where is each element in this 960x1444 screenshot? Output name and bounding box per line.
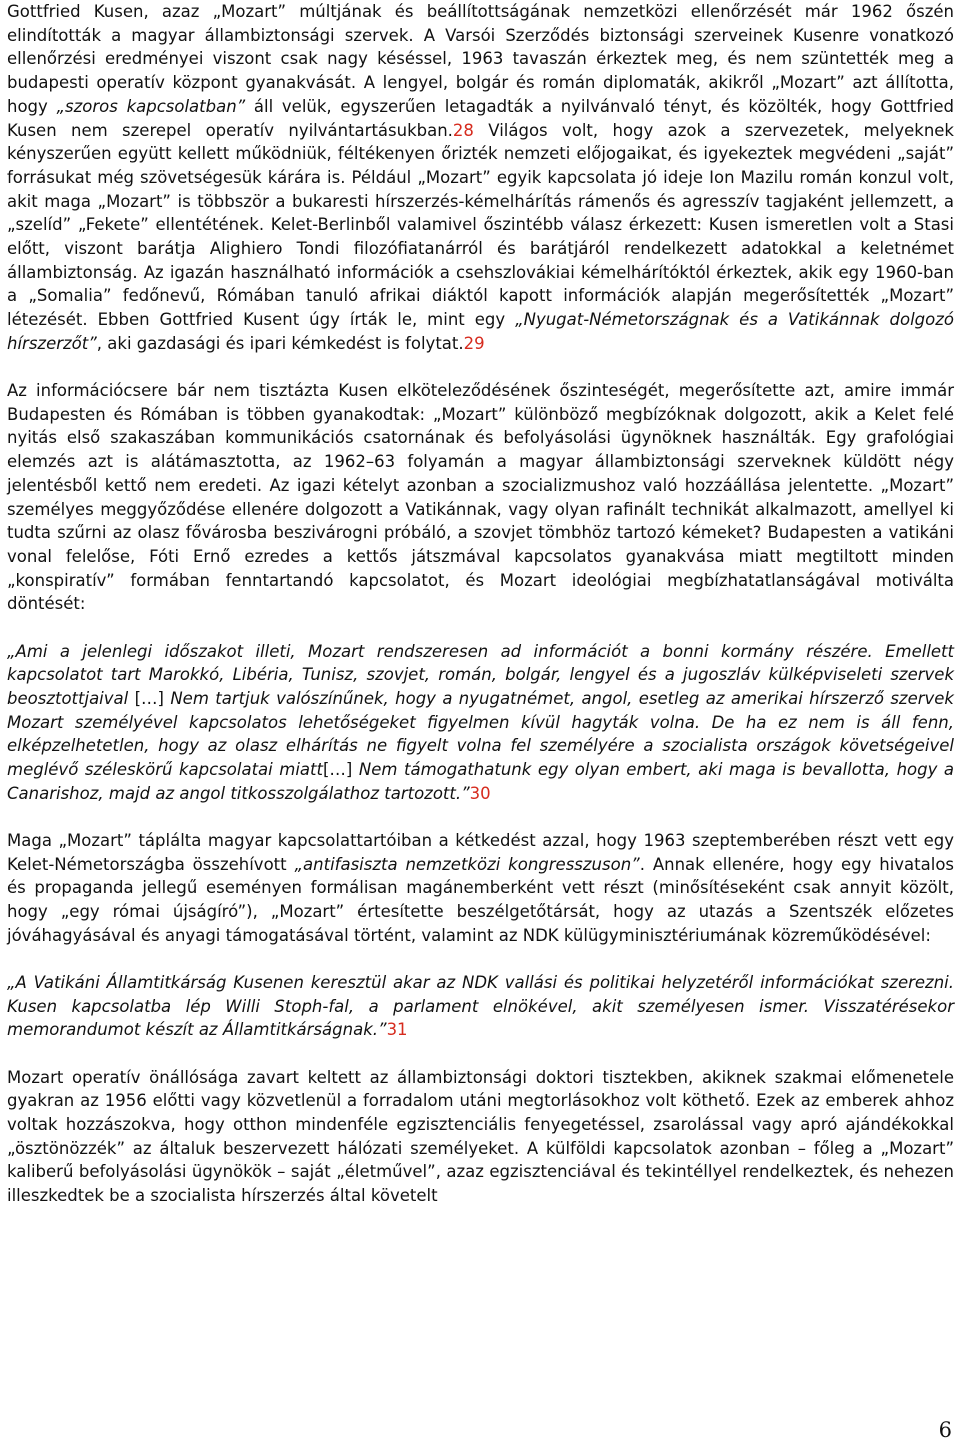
ellipsis-run: […] <box>134 688 164 708</box>
text-run: Az információcsere bár nem tisztázta Kusen elköteleződésének őszinteségét, megerősítette azt, amire immár Budapesten és Rómában is többen gyanakodtak: „Mozart” különböző megbízóknak dolgozott, akik a Kelet felé nyitás első szakaszában kommunikációs csatornának és befolyásolási ügynöknek használták. Egy grafológiai elemzés azt is alátámasztotta, az 1962–63 folyamán a magyar állambiztonsági szerveknek küldött négy jelentésből kettő nem eredeti. Az igazi kételyt azonban a szocializmushoz való hozzáállása jelentette. „Mozart” személyes meggyőződése ellenére dolgozott a Vatikánnak, vagy olyan rafinált technikát alkalmazott, amellyel ki tudta szűrni az olasz fővárosba beszivárogni próbáló, a szovjet tömbhöz tartozó kémeket? Budapesten a vatikáni vonal felelőse, Fóti Ernő ezredes a kettős játszmával kapcsolatos gyanakvása miatt megtiltott minden „konspiratív” formában fenntartandó kapcsolatot, és Mozart ideológiai megbízhatatlanságával motiválta döntését: <box>7 381 954 614</box>
text-run: „Ami a jelenlegi időszakot illeti, Mozart rendszeresen ad információt a bonni kormány részére. Emellett kapcsolatot tart Marokkó, Libéria, Tunisz, szovjet, román, bolgár, lengyel és a jugoszláv külképviseleti szervek beosztottjaival <box>7 641 954 708</box>
text-run: Nem támogathatunk egy olyan embert, aki maga is bevallotta, hogy a Canarishoz, majd az angol titkosszolgálathoz tartozott.” <box>7 760 955 803</box>
document-page <box>7 0 954 1208</box>
text-run: Mozart operatív önállósága zavart keltett az állambiztonsági doktori tisztekben, akiknek szakmai előmenetele gyakran az 1956 előtti vagy közvetlenül a forradalom utáni megtorlásokhoz volt köthető. Ezek az emberek ahhoz voltak hozzászokva, hogy otthon mindenféle egzisztenciális fenyegetéssel, zsarolással vagy apró ajándékokkal „ösztönözzék” az általuk beszervezett hálózati személyeket. A külföldi kapcsolatok azonban – főleg a „Mozart” kaliberű befolyásolási ügynökök – saját „életművel”, azaz egzisztenciával és tekintéllyel rendelkeztek, és nehezen illeszkedtek be a szocialista hírszerzés által követelt <box>7 1067 954 1206</box>
italic-run: „antifasiszta nemzetközi kongresszuson” <box>294 854 640 874</box>
quote-paragraph-1 <box>7 640 954 806</box>
text-run: Gottfried Kusen, azaz „Mozart” múltjának és beállítottságának nemzetközi ellenőrzését már 1962 őszén elindították a magyar állambiztonsági szervek. A Varsói Szerződés biztonsági szerveinek Kusenre vonatkozó ellenőrzési eredményei viszont csak nagy késéssel, 1963 tavaszán érkeztek meg, és nem szüntették meg a budapesti operatív központ gyanakvását. A lengyel, bolgár és román diplomaták, akikről „Mozart” azt állította, hogy <box>7 2 954 116</box>
text-run: áll velük, egyszerűen letagadták a nyilvánvaló tényt, és közölték, hogy Gottfried Kusen nem szerepel operatív nyilvántartásukban. <box>7 96 954 140</box>
body-paragraph-1 <box>7 0 954 356</box>
text-run: „A Vatikáni Államtitkárság Kusenen keresztül akar az NDK vallási és politikai helyzetéről információkat szerezni. Kusen kapcsolatba lép Willi Stoph-fal, a parlament elnökével, akit személyesen ismer. Visszatérésekor memorandumot készít az Államtitkárságnak.” <box>7 973 954 1040</box>
footnote-ref[interactable]: 30 <box>469 783 491 803</box>
quote-paragraph-2 <box>7 971 954 1042</box>
body-paragraph-3 <box>7 829 954 948</box>
text-run: , aki gazdasági és ipari kémkedést is folytat. <box>96 333 464 353</box>
page-number: 6 <box>938 1418 952 1442</box>
footnote-ref[interactable]: 31 <box>386 1020 408 1040</box>
text-run: Nem tartjuk valószínűnek, hogy a nyugatnémet, angol, esetleg az amerikai hírszerző szervek Mozart személyével kapcsolatos lehetőségeket figyelmen kívül hagyták volna. De ha ez nem is áll fenn, elképzelhetetlen, hogy az olasz elhárítás ne figyelt volna fel személyére a szocialista országok követségeivel meglévő széleskörű kapcsolatai miatt <box>7 688 954 780</box>
text-run: . Annak ellenére, hogy egy hivatalos és propaganda jellegű eseményen formálisan magánemberként vett részt (minősítéseként csak annyit közölt, hogy „egy római újságíró”), „Mozart” értesítette beszélgetőtársát, hogy az utazás a Szentszék előzetes jóváhagyásával és anyagi támogatásával történt, valamint az NDK külügyminisztériumának közreműködésével: <box>7 854 955 945</box>
body-paragraph-4 <box>7 1066 954 1208</box>
text-run: Világos volt, hogy azok a szervezetek, melyeknek kényszerűen együtt kellett működniük, féltékenyen őrizték nemzeti előjogaikat, és igyekeztek megvédeni „saját” forrásukat még szövetségesük kárára is. Például „Mozart” egyik kapcsolata jó ideje Ion Mazilu román konzul volt, akit maga „Mozart” is többször a bukaresti hírszerzés-kémelhárítás rámenős és agresszív tagjaként jellemzett, a „szelíd” „Fekete” ellentétének. Kelet-Berlinből valamivel őszintébb válasz érkezett: Kusen ismeretlen volt a Stasi előtt, viszont barátja Alighiero Tondi filozófiatanárról és barátjáról rendelkezett adatokkal a keletnémet állambiztonság. Az igazán használható információk a csehszlovákiai kémelhárítóktól érkeztek, akik egy 1960-ban a „Somalia” fedőnevű, Rómában tanuló afrikai diáktól kapott információk alapján megerősítették „Mozart” létezését. Ebben Gottfried Kusent úgy írták le, mint egy <box>7 120 954 330</box>
text-run: Maga „Mozart” táplálta magyar kapcsolattartóiban a kétkedést azzal, hogy 1963 szeptemberében részt vett egy Kelet-Németországba összehívott <box>7 831 954 874</box>
italic-run: „Nyugat-Németországnak és a Vatikánnak dolgozó hírszerzőt” <box>7 310 954 353</box>
footnote-ref[interactable]: 28 <box>452 120 474 140</box>
italic-run: „szoros kapcsolatban” <box>56 96 246 116</box>
footnote-ref[interactable]: 29 <box>463 333 485 353</box>
ellipsis-run: […] <box>323 760 353 780</box>
body-paragraph-2 <box>7 379 954 616</box>
